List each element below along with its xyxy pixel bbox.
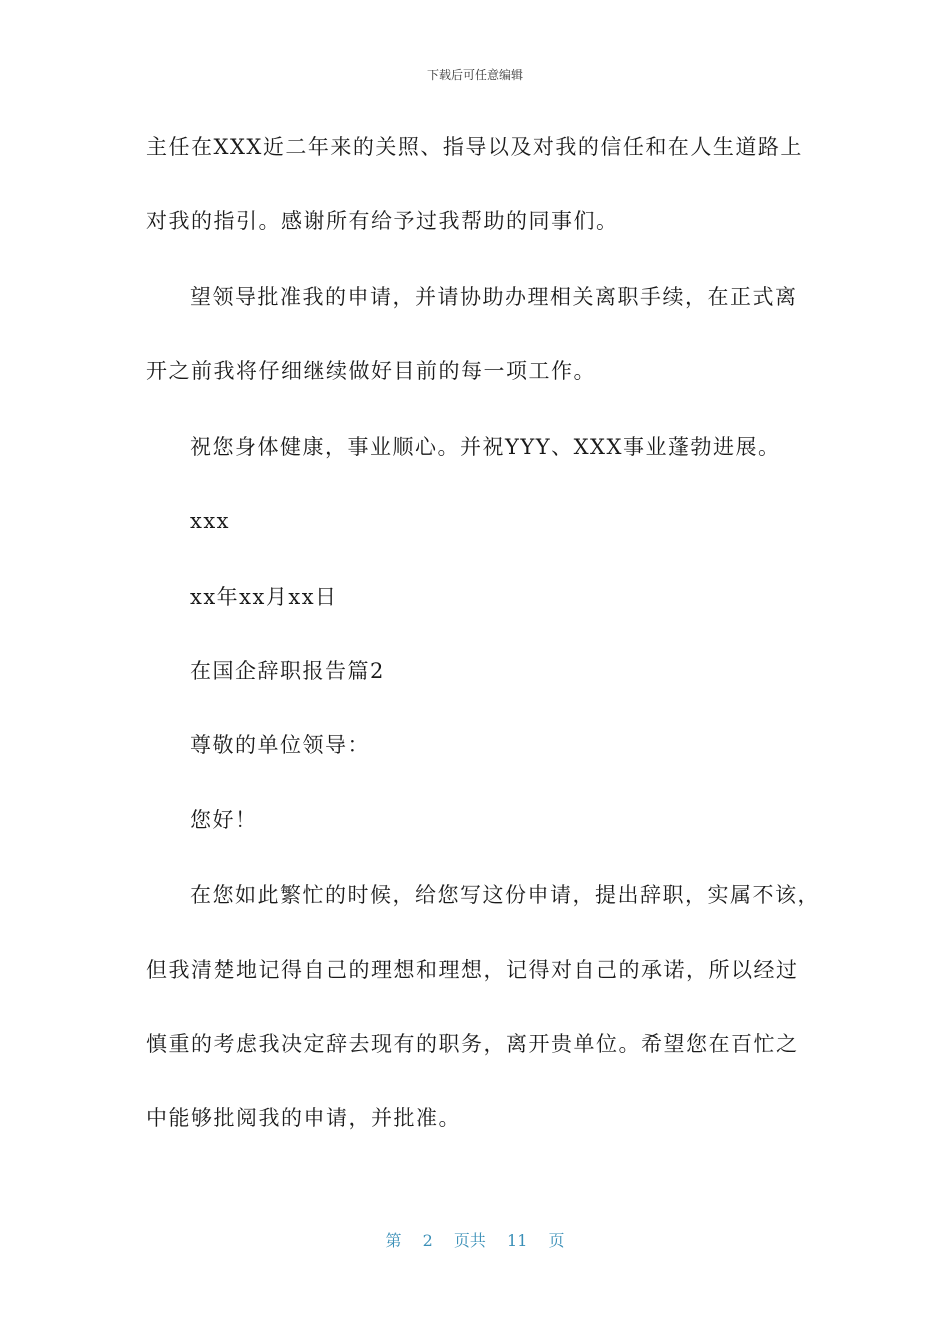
paragraph-line: 在您如此繁忙的时候，给您写这份申请，提出辞职，实属不该， [190, 883, 820, 907]
signature-name: xxx [190, 509, 231, 533]
page-label-suffix: 页 [548, 1231, 565, 1250]
total-pages-number: 11 [507, 1231, 528, 1250]
paragraph-line: 对我的指引。感谢所有给予过我帮助的同事们。 [146, 209, 619, 233]
salutation: 尊敬的单位领导： [190, 733, 370, 757]
paragraph-line: 主任在XXX近二年来的关照、指导以及对我的信任和在人生道路上 [146, 135, 803, 159]
page-label-middle: 页共 [453, 1231, 486, 1250]
paragraph-line: 望领导批准我的申请，并请协助办理相关离职手续，在正式离 [190, 285, 798, 309]
signature-date: xx年xx月xx日 [190, 585, 338, 609]
page-label-prefix: 第 [385, 1231, 402, 1250]
paragraph-line: 但我清楚地记得自己的理想和理想，记得对自己的承诺，所以经过 [146, 958, 799, 982]
greeting: 您好！ [190, 808, 258, 832]
current-page-number: 2 [422, 1231, 433, 1250]
page-header: 下载后可任意编辑 [426, 68, 523, 82]
section-title: 在国企辞职报告篇2 [190, 659, 385, 683]
paragraph-line: 祝您身体健康，事业顺心。并祝YYY、XXX事业蓬勃进展。 [190, 435, 781, 459]
paragraph-line: 开之前我将仔细继续做好目前的每一项工作。 [146, 359, 596, 383]
paragraph-line: 中能够批阅我的申请，并批准。 [146, 1106, 461, 1130]
page-footer [0, 1228, 950, 1251]
paragraph-line: 慎重的考虑我决定辞去现有的职务，离开贵单位。希望您在百忙之 [146, 1032, 799, 1056]
